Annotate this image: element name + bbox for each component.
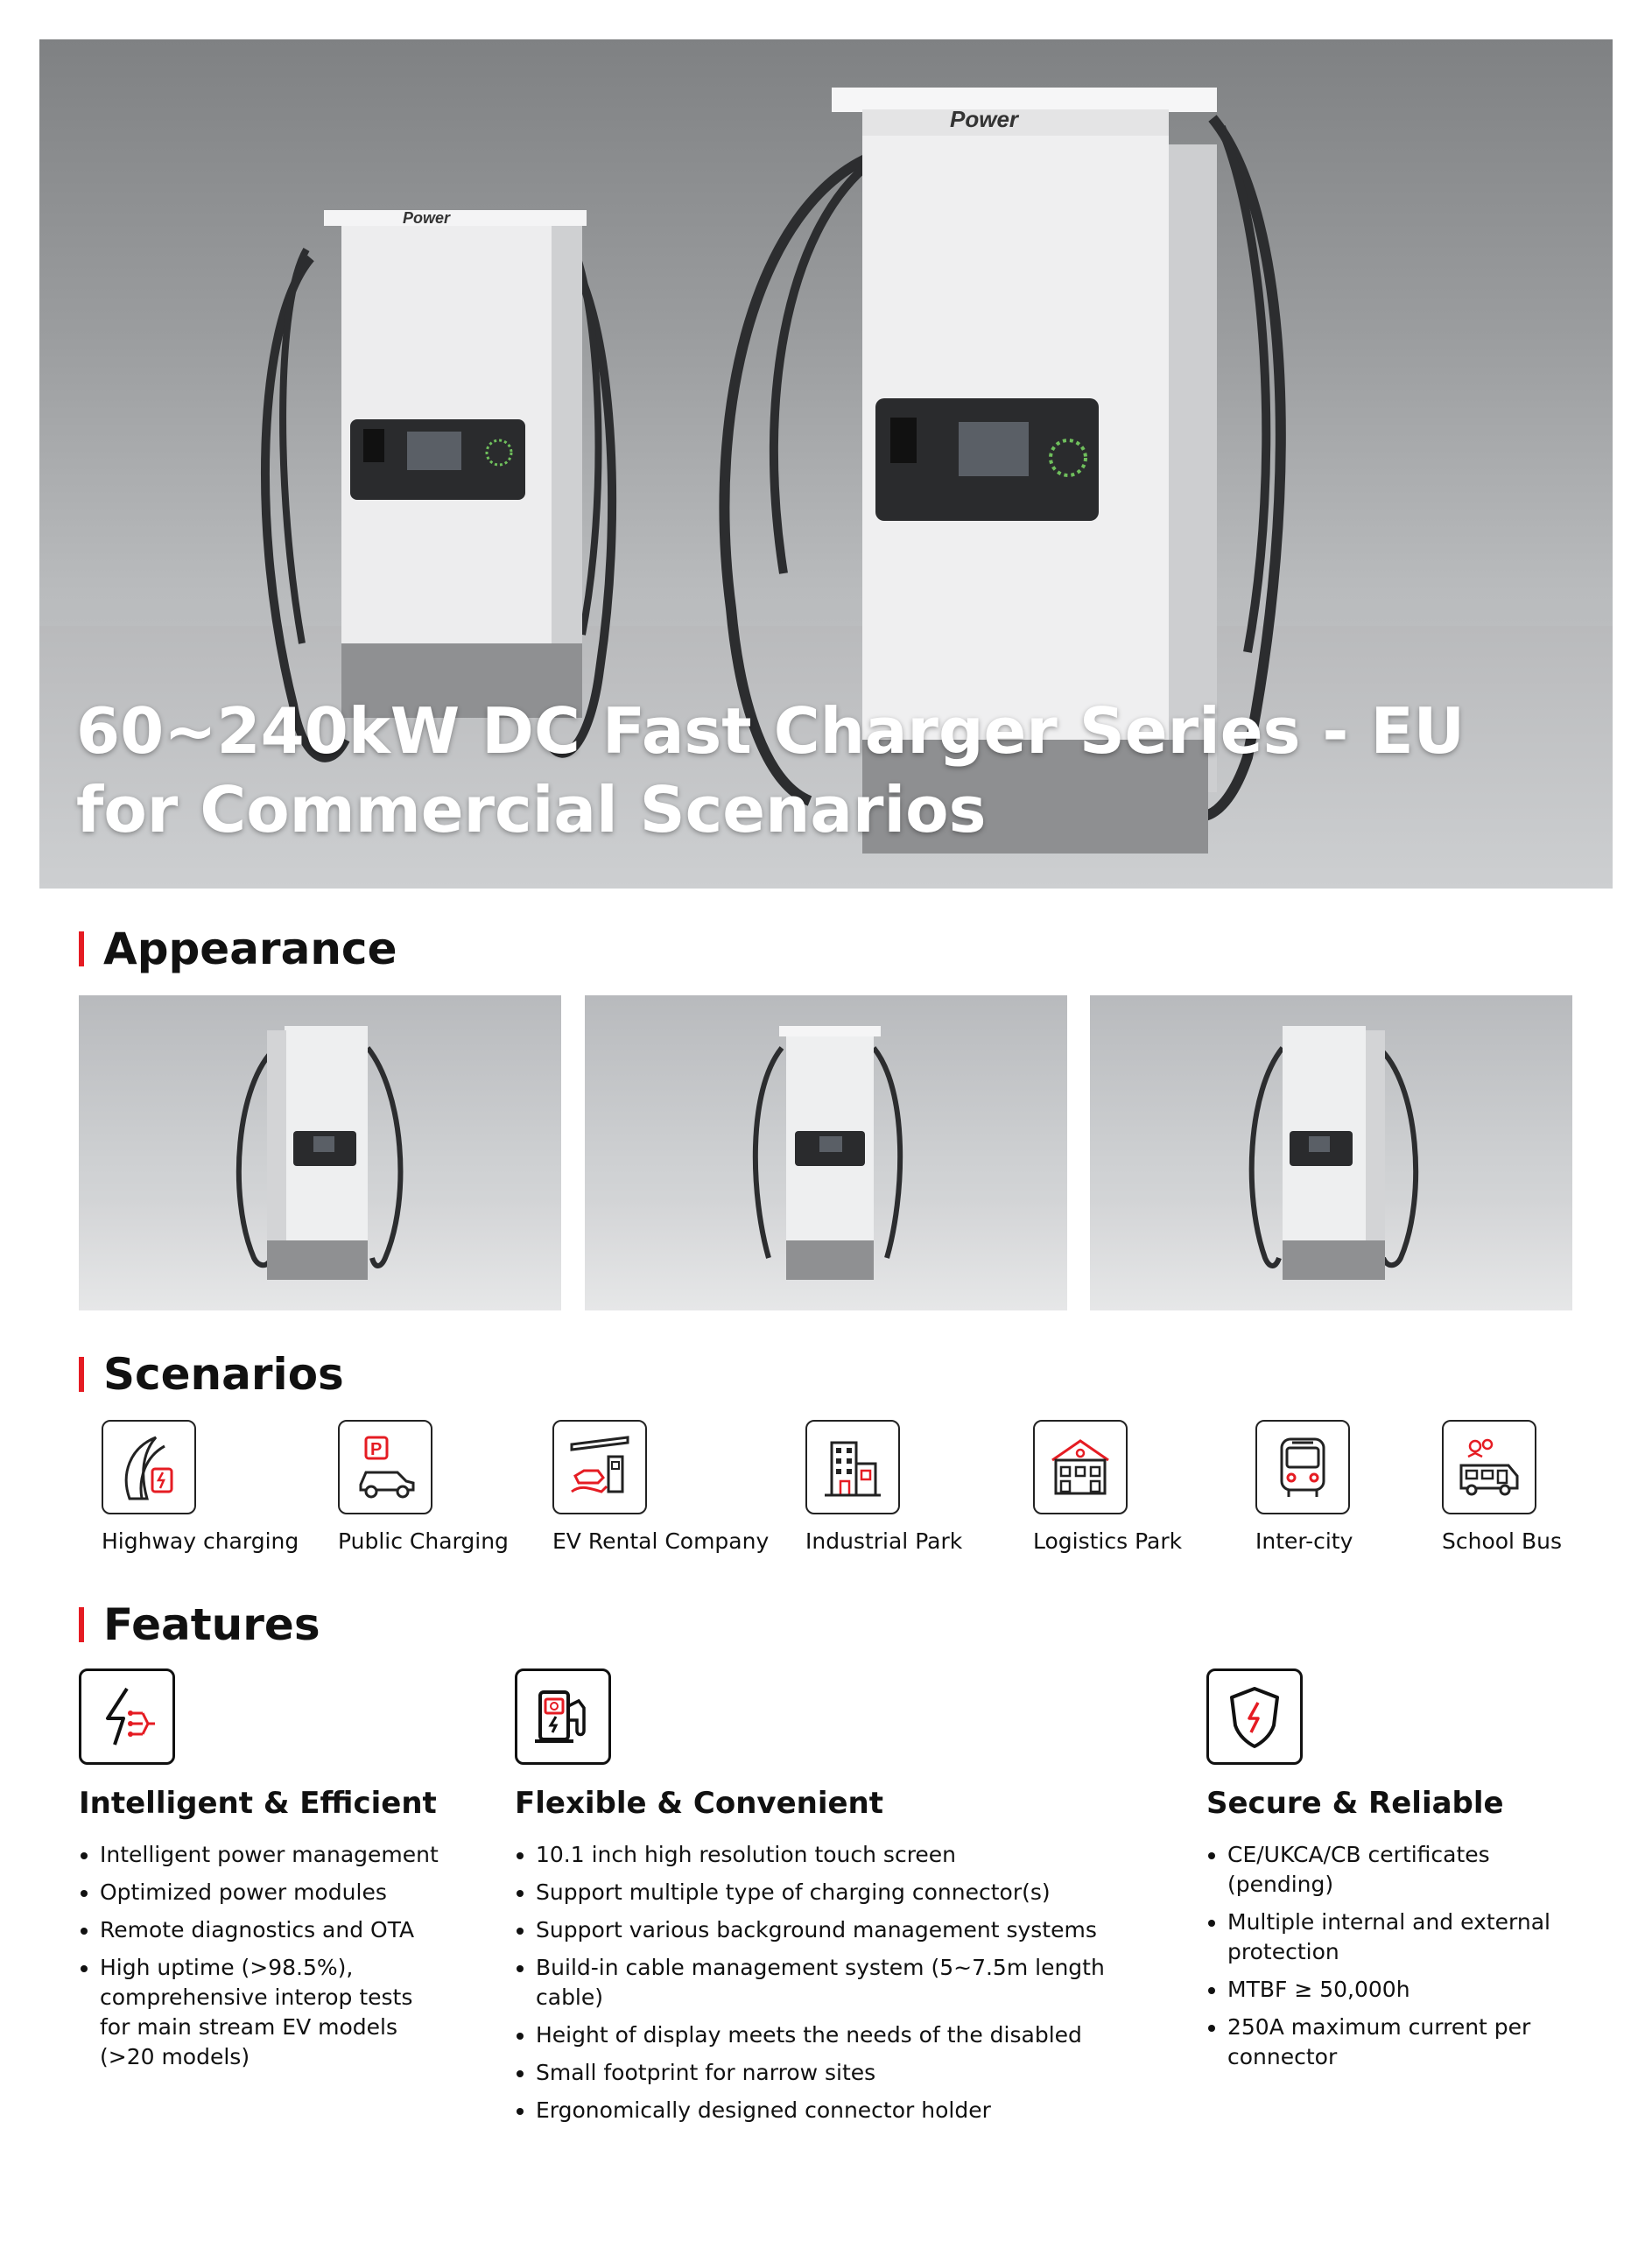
industrial-park-icon bbox=[805, 1420, 900, 1514]
scenario-school-bus bbox=[1442, 1420, 1562, 1560]
charger-small bbox=[265, 209, 612, 758]
feature-bullet: Intelligent power management bbox=[79, 1840, 446, 1870]
feature-bullet-list bbox=[515, 1840, 1163, 2125]
lightning-circuit-icon bbox=[79, 1668, 175, 1765]
feature-bullet: Support various background management systems bbox=[515, 1915, 1163, 1945]
charger-view-right-angle bbox=[1090, 995, 1572, 1310]
appearance-heading-text: Appearance bbox=[103, 924, 397, 974]
appearance-heading bbox=[79, 923, 397, 975]
heading-accent-bar bbox=[79, 1357, 84, 1392]
hero-title-line2: for Commercial Scenarios bbox=[76, 773, 987, 847]
scenario-label: Public Charging bbox=[338, 1528, 509, 1554]
features-heading-text: Features bbox=[103, 1599, 320, 1650]
scenario-label: School Bus bbox=[1442, 1528, 1562, 1554]
heading-accent-bar bbox=[79, 931, 84, 966]
scenario-public-charging bbox=[338, 1420, 509, 1560]
scenario-inter-city bbox=[1255, 1420, 1353, 1560]
feature-bullet: Small footprint for narrow sites bbox=[515, 2058, 1163, 2088]
school-bus-icon bbox=[1442, 1420, 1536, 1514]
feature-bullet: High uptime (>98.5%), comprehensive interop tests for main stream EV models (>20 models) bbox=[79, 1953, 446, 2072]
feature-intelligent-efficient bbox=[79, 1668, 446, 2080]
feature-bullet: Optimized power modules bbox=[79, 1878, 446, 1907]
feature-secure-reliable bbox=[1206, 1668, 1592, 2080]
scenario-logistics-park bbox=[1033, 1420, 1182, 1560]
scenario-ev-rental-company bbox=[552, 1420, 769, 1560]
highway-charging-icon bbox=[102, 1420, 196, 1514]
feature-bullet-list bbox=[1206, 1840, 1592, 2072]
charging-station-icon bbox=[515, 1668, 611, 1765]
scenario-highway-charging bbox=[102, 1420, 299, 1560]
feature-bullet: Remote diagnostics and OTA bbox=[79, 1915, 446, 1945]
feature-title: Secure & Reliable bbox=[1206, 1786, 1504, 1821]
heading-accent-bar bbox=[79, 1607, 84, 1642]
feature-bullet: Ergonomically designed connector holder bbox=[515, 2096, 1163, 2125]
scenario-label: Industrial Park bbox=[805, 1528, 963, 1554]
feature-bullet-list bbox=[79, 1840, 446, 2072]
feature-bullet: 10.1 inch high resolution touch screen bbox=[515, 1840, 1163, 1870]
scenario-label: EV Rental Company bbox=[552, 1528, 770, 1554]
hero-title-line1: 60~240kW DC Fast Charger Series - EU bbox=[76, 694, 1466, 768]
scenario-label: Logistics Park bbox=[1033, 1528, 1183, 1554]
public-parking-icon bbox=[338, 1420, 432, 1514]
ev-rental-icon bbox=[552, 1420, 647, 1514]
charger-view-left-angle bbox=[79, 995, 561, 1310]
feature-bullet: Support multiple type of charging connector(s) bbox=[515, 1878, 1163, 1907]
feature-bullet: Height of display meets the needs of the disabled bbox=[515, 2020, 1163, 2050]
feature-flexible-convenient bbox=[515, 1668, 1163, 2133]
scenarios-heading bbox=[79, 1348, 344, 1401]
shield-lightning-icon bbox=[1206, 1668, 1303, 1765]
appearance-gallery bbox=[79, 995, 1572, 1310]
svg-text:Power: Power bbox=[403, 209, 451, 227]
scenarios-heading-text: Scenarios bbox=[103, 1349, 344, 1400]
feature-title: Intelligent & Efficient bbox=[79, 1786, 437, 1821]
feature-bullet: Build-in cable management system (5~7.5m length cable) bbox=[515, 1953, 1163, 2013]
appearance-image-1 bbox=[79, 995, 561, 1310]
logistics-park-icon bbox=[1033, 1420, 1128, 1514]
svg-text:P: P bbox=[370, 1440, 383, 1459]
appearance-image-3 bbox=[1090, 995, 1572, 1310]
feature-bullet: CE/UKCA/CB certificates (pending) bbox=[1206, 1840, 1592, 1900]
features-heading bbox=[79, 1598, 320, 1651]
feature-bullet: 250A maximum current per connector bbox=[1206, 2013, 1592, 2072]
hero-title bbox=[76, 692, 1477, 849]
svg-text:Power: Power bbox=[950, 106, 1019, 132]
charger-view-front bbox=[585, 995, 1067, 1310]
appearance-image-2 bbox=[585, 995, 1067, 1310]
intercity-bus-icon bbox=[1255, 1420, 1350, 1514]
scenario-label: Highway charging bbox=[102, 1528, 299, 1554]
feature-title: Flexible & Convenient bbox=[515, 1786, 884, 1821]
scenario-industrial-park bbox=[805, 1420, 962, 1560]
feature-bullet: Multiple internal and external protection bbox=[1206, 1907, 1592, 1967]
hero-banner bbox=[39, 39, 1613, 889]
feature-bullet: MTBF ≥ 50,000h bbox=[1206, 1975, 1592, 2005]
scenario-label: Inter-city bbox=[1255, 1528, 1353, 1554]
